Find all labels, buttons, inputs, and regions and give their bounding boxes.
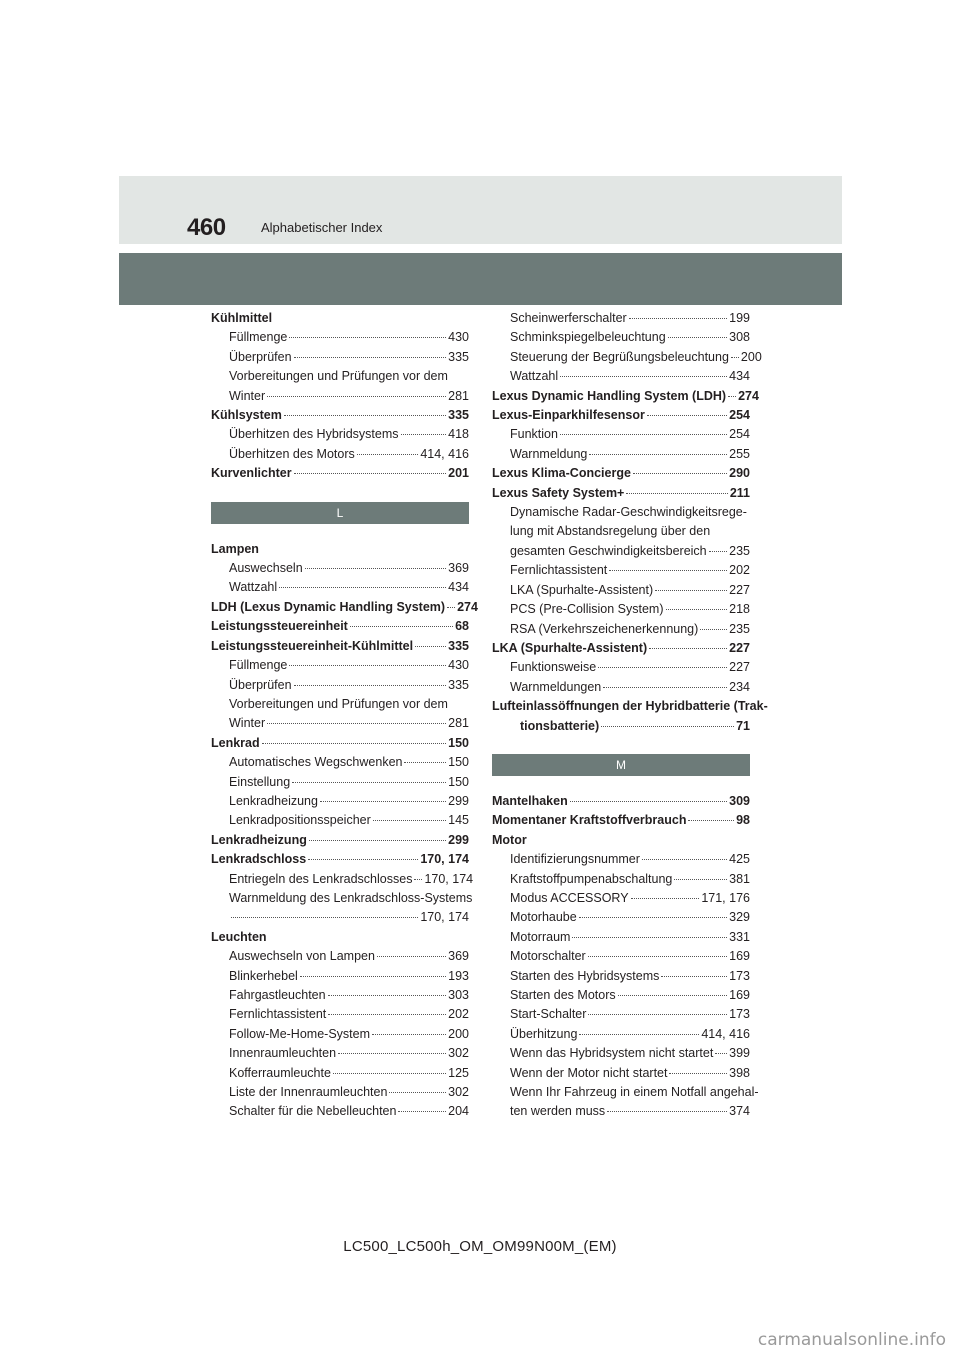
entry-term: Lenkradpositionsspeicher — [229, 813, 371, 828]
entry-page: 200 — [448, 1026, 469, 1041]
entry-page: 150 — [448, 735, 469, 750]
leader-dots — [655, 589, 727, 591]
entry-page: 170, 174 — [420, 910, 469, 925]
entry-page: 218 — [729, 602, 750, 617]
leader-dots — [629, 317, 727, 319]
entry-term: Lexus Klima-Concierge — [492, 466, 631, 481]
leader-dots — [294, 356, 447, 358]
index-entry-main — [492, 831, 750, 850]
index-entry-sub — [211, 1044, 469, 1063]
entry-page: 98 — [736, 813, 750, 828]
leader-dots — [262, 742, 447, 744]
index-entry-text: Vorbereitungen und Prüfungen vor dem — [229, 369, 448, 384]
entry-term: Motorhaube — [510, 910, 577, 925]
leader-dots — [688, 819, 734, 821]
index-column-left — [211, 309, 478, 1122]
entry-term: Automatisches Wegschwenken — [229, 755, 403, 770]
entry-term: Lenkradheizung — [211, 832, 307, 847]
index-entry-sub — [492, 1064, 750, 1083]
index-entry-main — [211, 850, 469, 869]
entry-term: Überprüfen — [229, 677, 292, 692]
leader-dots — [279, 586, 446, 588]
index-entry-main — [492, 792, 750, 811]
entry-term: Kühlmittel — [211, 311, 273, 325]
entry-page: 125 — [448, 1065, 469, 1080]
entry-page: 274 — [738, 388, 759, 403]
entry-term: Motor — [492, 832, 527, 847]
leader-dots — [415, 645, 446, 647]
entry-page: 309 — [729, 793, 750, 808]
leader-dots — [414, 878, 422, 880]
entry-page: 331 — [729, 929, 750, 944]
index-entry-sub — [492, 1102, 750, 1121]
entry-page: 308 — [729, 330, 750, 345]
entry-term: Lexus Safety System+ — [492, 485, 625, 500]
index-entry-sub — [211, 676, 469, 695]
leader-dots — [377, 955, 446, 957]
entry-page: 235 — [729, 621, 750, 636]
leader-dots — [305, 567, 446, 569]
index-entry-sub — [492, 889, 750, 908]
entry-term: Winter — [229, 388, 266, 403]
index-entry-sub — [211, 445, 469, 464]
entry-term: Starten des Hybridsystems — [510, 968, 660, 983]
leader-dots — [328, 1013, 446, 1015]
entry-term: Entriegeln des Lenkradschlosses — [229, 871, 413, 886]
index-entry-main — [492, 717, 750, 736]
index-entry-sub — [492, 367, 750, 386]
index-entry-sub — [211, 986, 469, 1005]
entry-term: PCS (Pre-Collision System) — [510, 602, 664, 617]
entry-page: 374 — [729, 1104, 750, 1119]
entry-page: 302 — [448, 1046, 469, 1061]
leader-dots — [289, 664, 446, 666]
entry-page: 202 — [729, 563, 750, 578]
leader-dots — [231, 916, 418, 918]
header-bar — [119, 253, 842, 305]
index-entry-sub — [211, 1102, 469, 1121]
index-entry-sub — [211, 348, 469, 367]
entry-page: 398 — [729, 1065, 750, 1080]
entry-page: 68 — [455, 619, 469, 634]
leader-dots — [320, 800, 446, 802]
entry-page: 204 — [448, 1104, 469, 1119]
footer-code: LC500_LC500h_OM_OM99N00M_(EM) — [343, 1238, 617, 1255]
entry-page: 235 — [729, 543, 750, 558]
entry-page: 199 — [729, 311, 750, 325]
entry-term: Blinkerhebel — [229, 968, 298, 983]
index-entry-main — [211, 464, 469, 483]
index-entry-main — [211, 734, 469, 753]
entry-page: 254 — [729, 408, 750, 423]
index-entry-sub — [492, 928, 750, 947]
index-entry-sub — [492, 561, 750, 580]
entry-term: LDH (Lexus Dynamic Handling System) — [211, 599, 446, 614]
entry-page: 234 — [729, 679, 750, 694]
leader-dots — [647, 414, 727, 416]
entry-term: Warnmeldung — [510, 446, 588, 461]
index-entry-sub — [492, 328, 750, 347]
index-entry-main — [211, 928, 469, 947]
entry-page: 211 — [729, 485, 750, 500]
entry-term: Kraftstoffpumpenabschaltung — [510, 871, 673, 886]
index-entry-sub — [492, 986, 750, 1005]
leader-dots — [284, 414, 446, 416]
entry-term: Steuerung der Begrüßungsbeleuchtung — [510, 349, 729, 364]
index-entry-main — [211, 406, 469, 425]
index-entry-main — [492, 811, 750, 830]
entry-page: 71 — [736, 718, 750, 733]
entry-page: 169 — [729, 949, 750, 964]
entry-term: Starten des Motors — [510, 988, 616, 1002]
watermark: carmanualsonline.info — [757, 1330, 946, 1350]
index-entry-sub — [211, 753, 469, 772]
index-entry-sub — [492, 850, 750, 869]
leader-dots — [308, 858, 418, 860]
leader-dots — [350, 625, 453, 627]
entry-term: gesamten Geschwindigkeitsbereich — [510, 543, 707, 558]
index-entry-sub — [492, 1044, 750, 1063]
entry-term: Follow-Me-Home-System — [229, 1026, 370, 1041]
entry-term: LKA (Spurhalte-Assistent) — [510, 582, 654, 597]
entry-page: 335 — [448, 638, 469, 653]
entry-term: Lenkrad — [211, 735, 260, 750]
entry-term: Motorraum — [510, 929, 571, 944]
leader-dots — [267, 395, 446, 397]
leader-dots — [603, 686, 727, 688]
leader-dots — [447, 606, 455, 608]
entry-page: 169 — [729, 988, 750, 1002]
leader-dots — [649, 647, 727, 649]
leader-dots — [661, 975, 727, 977]
leader-dots — [669, 1072, 727, 1074]
leader-dots — [560, 433, 727, 435]
index-entry-main — [211, 831, 469, 850]
entry-term: Fahrgastleuchten — [229, 988, 326, 1002]
entry-term: Warnmeldungen — [510, 679, 602, 694]
entry-term: Lampen — [211, 541, 259, 556]
index-entry-main — [492, 387, 759, 406]
entry-page: 193 — [448, 968, 469, 983]
index-entry-sub — [492, 620, 750, 639]
entry-term: Funktionsweise — [510, 660, 597, 675]
index-entry-main — [492, 406, 750, 425]
leader-dots — [357, 453, 419, 455]
leader-dots — [300, 975, 446, 977]
index-entry-sub — [492, 967, 750, 986]
section-letter-bar: M — [492, 754, 750, 776]
header-band — [119, 176, 842, 244]
entry-term: Überprüfen — [229, 349, 292, 364]
index-entry-sub — [211, 714, 469, 733]
index-entry-text: lung mit Abstandsregelung über den — [510, 524, 711, 539]
index-entry-text: Warnmeldung des Lenkradschloss-Systems — [229, 890, 473, 905]
leader-dots — [309, 839, 446, 841]
leader-dots — [373, 819, 446, 821]
entry-page: 255 — [729, 446, 750, 461]
entry-page: 299 — [448, 832, 469, 847]
entry-page: 381 — [729, 871, 750, 886]
index-entry-main — [211, 637, 469, 656]
leader-dots — [715, 1052, 727, 1054]
entry-term: Schalter für die Nebelleuchten — [229, 1104, 397, 1119]
entry-page: 335 — [448, 677, 469, 692]
leader-dots — [294, 684, 447, 686]
page-number: 460 — [187, 214, 226, 241]
entry-page: 425 — [729, 852, 750, 867]
leader-dots — [560, 375, 727, 377]
index-column-right — [492, 309, 768, 1122]
entry-term: Lenkradschloss — [211, 852, 307, 867]
leader-dots — [333, 1072, 446, 1074]
entry-page: 150 — [448, 755, 469, 770]
entry-term: Identifizierungsnummer — [510, 852, 640, 867]
leader-dots — [588, 1013, 727, 1015]
entry-term: Wattzahl — [229, 580, 278, 595]
entry-page: 200 — [740, 349, 762, 364]
entry-term: Funktion — [510, 427, 558, 442]
entry-page: 335 — [448, 408, 469, 423]
leader-dots — [579, 1033, 699, 1035]
entry-page: 335 — [448, 349, 469, 364]
entry-term: Fernlichtassistent — [229, 1007, 327, 1022]
entry-page: 227 — [729, 660, 750, 675]
leader-dots — [631, 897, 700, 899]
index-entry-sub — [211, 773, 469, 792]
entry-page: 173 — [729, 1007, 750, 1022]
entry-term: Start-Schalter — [510, 1007, 587, 1022]
leader-dots — [709, 550, 728, 552]
leader-dots — [579, 916, 727, 918]
leader-dots — [607, 1110, 727, 1112]
entry-term: tionsbatterie) — [520, 718, 600, 733]
entry-term: Überhitzen des Motors — [229, 446, 355, 461]
leader-dots — [601, 725, 734, 727]
leader-dots — [633, 472, 727, 474]
entry-term: Lexus-Einparkhilfesensor — [492, 408, 645, 423]
leader-dots — [642, 858, 727, 860]
index-entry-sub — [492, 947, 750, 966]
entry-page: 150 — [448, 774, 469, 789]
entry-page: 430 — [448, 658, 469, 673]
leader-dots — [570, 800, 727, 802]
leader-dots — [598, 666, 727, 668]
entry-term: Fernlichtassistent — [510, 563, 608, 578]
leader-dots — [626, 492, 727, 494]
index-entry-sub — [492, 600, 750, 619]
leader-dots — [398, 1110, 446, 1112]
index-entry-sub — [492, 658, 750, 677]
index-entry-sub — [211, 1025, 469, 1044]
leader-dots — [328, 994, 447, 996]
index-entry-main — [492, 464, 750, 483]
entry-term: Liste der Innenraumleuchten — [229, 1085, 388, 1100]
index-entry-sub — [492, 870, 750, 889]
entry-term: Füllmenge — [229, 658, 288, 673]
index-entry-sub — [211, 870, 474, 889]
index-entry-sub — [211, 811, 469, 830]
index-entry-sub — [211, 578, 469, 597]
entry-page: 281 — [448, 716, 469, 731]
leader-dots — [674, 878, 727, 880]
entry-page: 170, 174 — [420, 852, 469, 867]
index-entry-main — [211, 617, 469, 636]
index-entry-sub — [492, 445, 750, 464]
index-entry-sub — [492, 678, 750, 697]
index-entry-sub — [211, 1005, 469, 1024]
entry-page: 281 — [448, 388, 469, 403]
index-entry-sub — [211, 947, 469, 966]
entry-term: Füllmenge — [229, 330, 288, 345]
entry-page: 274 — [457, 599, 478, 614]
entry-term: Einstellung — [229, 774, 291, 789]
entry-page: 171, 176 — [701, 890, 750, 905]
entry-page: 418 — [448, 427, 469, 442]
entry-term: Leistungssteuereinheit-Kühlmittel — [211, 638, 414, 653]
entry-term: Kurvenlichter — [211, 466, 292, 481]
index-entry-sub — [492, 425, 750, 444]
entry-term: Überhitzen des Hybridsystems — [229, 427, 399, 442]
entry-page: 399 — [729, 1046, 750, 1061]
index-entry-sub — [211, 1083, 469, 1102]
entry-page: 227 — [729, 640, 750, 655]
entry-page: 201 — [448, 466, 469, 481]
index-entry-sub — [492, 908, 750, 927]
index-entry-sub — [492, 1025, 750, 1044]
entry-term: Lenkradheizung — [229, 793, 318, 808]
index-entry-sub — [211, 559, 469, 578]
entry-page: 434 — [729, 369, 750, 384]
index-entry-sub — [492, 309, 750, 328]
leader-dots — [267, 722, 446, 724]
entry-page: 369 — [448, 949, 469, 964]
leader-dots — [389, 1091, 446, 1093]
section-letter-bar: L — [211, 502, 469, 524]
leader-dots — [338, 1052, 446, 1054]
index-entry-sub — [492, 542, 750, 561]
leader-dots — [572, 936, 727, 938]
entry-page: 290 — [729, 466, 750, 481]
leader-dots — [731, 356, 739, 358]
header-title: Alphabetischer Index — [261, 220, 383, 235]
leader-dots — [404, 761, 446, 763]
entry-term: Wenn der Motor nicht startet — [510, 1065, 668, 1080]
leader-dots — [700, 628, 727, 630]
index-entry-main — [211, 540, 469, 559]
entry-page: 254 — [729, 427, 750, 442]
index-entry-sub — [211, 387, 469, 406]
entry-term: Wattzahl — [510, 369, 559, 384]
entry-term: Lexus Dynamic Handling System (LDH) — [492, 388, 727, 403]
entry-page: 299 — [448, 793, 469, 808]
entry-page: 369 — [448, 561, 469, 576]
entry-page: 227 — [729, 582, 750, 597]
entry-term: Momentaner Kraftstoffverbrauch — [492, 813, 687, 828]
index-entry-sub — [211, 1064, 469, 1083]
entry-page: 302 — [448, 1085, 469, 1100]
index-entry-main — [492, 639, 750, 658]
index-entry-sub — [211, 656, 469, 675]
entry-term: Motorschalter — [510, 949, 586, 964]
index-entry-sub — [211, 425, 469, 444]
entry-term: Modus ACCESSORY — [510, 890, 629, 905]
index-entry-text: Dynamische Radar-Geschwindigkeitsrege- — [510, 505, 747, 520]
leader-dots — [618, 994, 728, 996]
entry-term: RSA (Verkehrszeichenerkennung) — [510, 621, 699, 636]
leader-dots — [292, 781, 446, 783]
entry-term: Mantelhaken — [492, 793, 568, 808]
index-entry-sub — [492, 348, 762, 367]
entry-page: 303 — [448, 988, 469, 1002]
entry-term: Innenraumleuchten — [229, 1046, 337, 1061]
index-entry-text: Vorbereitungen und Prüfungen vor dem — [229, 696, 448, 711]
entry-term: Leuchten — [211, 929, 267, 944]
index-entry-sub — [211, 328, 469, 347]
index-entry-sub — [211, 967, 469, 986]
entry-term: Scheinwerferschalter — [510, 311, 627, 325]
index-entry-sub — [492, 581, 750, 600]
entry-term: Kühlsystem — [211, 408, 282, 423]
index-entry-sub — [211, 792, 469, 811]
index-entry-sub — [211, 908, 469, 927]
index-entry-main — [211, 598, 478, 617]
entry-term: LKA (Spurhalte-Assistent) — [492, 640, 648, 655]
leader-dots — [728, 395, 736, 397]
index-entry-text: Wenn Ihr Fahrzeug in einem Notfall angehal- — [510, 1085, 759, 1100]
leader-dots — [666, 608, 728, 610]
entry-term: Überhitzung — [510, 1026, 578, 1041]
leader-dots — [609, 569, 727, 571]
entry-term: Winter — [229, 716, 266, 731]
entry-term: Auswechseln — [229, 561, 303, 576]
entry-page: 434 — [448, 580, 469, 595]
entry-page: 145 — [448, 813, 469, 828]
entry-term: Wenn das Hybridsystem nicht startet — [510, 1046, 714, 1061]
entry-page: 414, 416 — [701, 1026, 750, 1041]
index-entry-text: Lufteinlassöffnungen der Hybridbatterie (Trak- — [492, 699, 768, 714]
entry-term: Auswechseln von Lampen — [229, 949, 375, 964]
entry-page: 329 — [729, 910, 750, 925]
entry-term: Leistungssteuereinheit — [211, 619, 348, 634]
leader-dots — [294, 472, 447, 474]
leader-dots — [668, 336, 727, 338]
index-entry-sub — [492, 1005, 750, 1024]
entry-page: 173 — [729, 968, 750, 983]
entry-page: 202 — [448, 1007, 469, 1022]
leader-dots — [589, 453, 727, 455]
entry-page: 170, 174 — [424, 871, 474, 886]
entry-page: 414, 416 — [420, 446, 469, 461]
leader-dots — [372, 1033, 446, 1035]
leader-dots — [289, 336, 446, 338]
index-entry-main — [492, 484, 750, 503]
entry-term: Schminkspiegelbeleuchtung — [510, 330, 666, 345]
entry-term: Kofferraumleuchte — [229, 1065, 331, 1080]
leader-dots — [588, 955, 727, 957]
entry-page: 430 — [448, 330, 469, 345]
leader-dots — [401, 433, 447, 435]
entry-term: ten werden muss — [510, 1104, 606, 1119]
index-entry-main — [211, 309, 469, 328]
